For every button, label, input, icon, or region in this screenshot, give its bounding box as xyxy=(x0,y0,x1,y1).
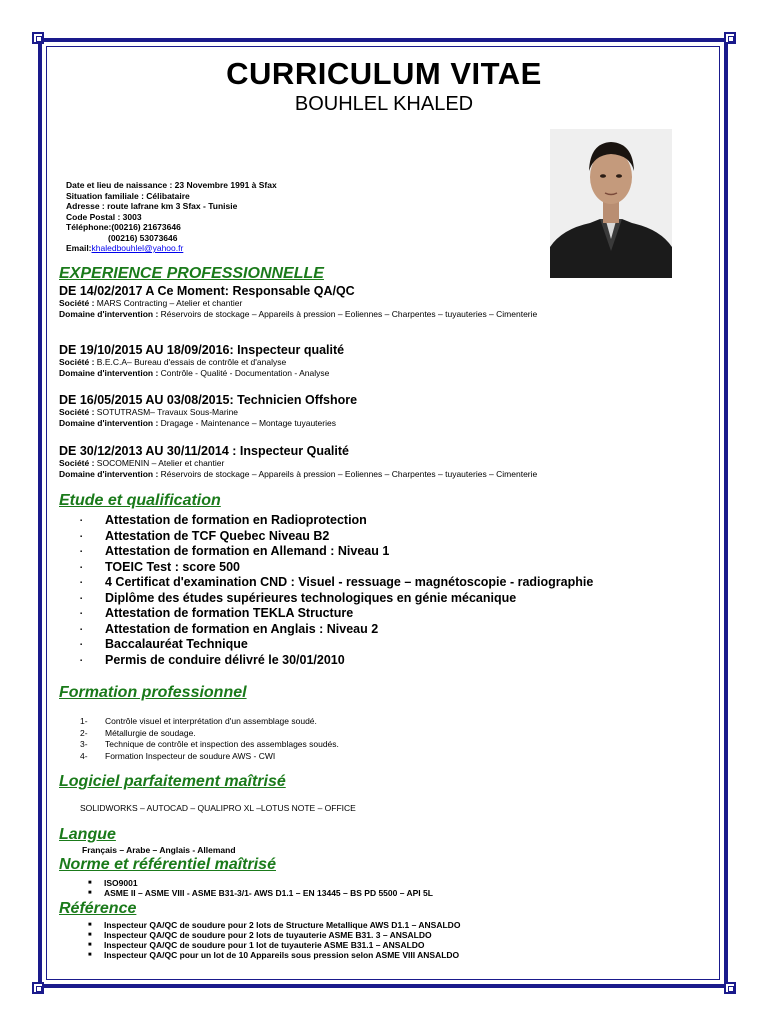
experience-heading: DE 19/10/2015 AU 18/09/2016: Inspecteur qualité xyxy=(59,343,345,357)
list-item xyxy=(80,751,339,763)
experience-company xyxy=(59,357,739,368)
list-item: ■ ISO9001 xyxy=(88,878,433,888)
item-text: Métallurgie de soudage. xyxy=(105,727,196,738)
experience-heading: DE 16/05/2015 AU 03/08/2015: Technicien Offshore xyxy=(59,393,358,407)
list-item: ▪ Permis de conduire délivré le 30/01/2010 xyxy=(80,653,593,669)
section-heading-experience: EXPERIENCE PROFESSIONNELLE xyxy=(59,265,324,282)
email-label: Email: xyxy=(66,243,92,253)
item-number: 2- xyxy=(80,727,88,738)
item-number: 4- xyxy=(80,750,88,761)
experience-company xyxy=(59,298,739,309)
experience-domain xyxy=(59,469,739,480)
list-item: ▪ Attestation de formation en Radioprotection xyxy=(80,513,593,529)
list-item: ▪ Attestation de formation en Anglais : Niveau 2 xyxy=(80,622,593,638)
experience-entry xyxy=(59,284,739,319)
company-value: MARS Contracting – Atelier et chantier xyxy=(96,298,243,308)
experience-company xyxy=(59,407,739,418)
company-label: Société : xyxy=(59,407,97,417)
personal-info xyxy=(66,180,277,254)
item-text: Contrôle visuel et interprétation d'un assemblage soudé. xyxy=(105,716,317,726)
company-label: Société : xyxy=(59,458,97,468)
list-item: ■ ASME II – ASME VIII - ASME B31-3/1- AWS D1.1 – EN 13445 – BS PD 5500 – API 5L xyxy=(88,888,433,898)
references-list xyxy=(88,920,460,960)
domain-value: Réservoirs de stockage – Appareils à pression – Eoliennes – Charpentes – tuyauteries – Cimenterie xyxy=(160,308,538,319)
corner-ornament-top-left xyxy=(32,32,44,44)
experience-domain xyxy=(59,309,739,320)
item-number: 3- xyxy=(80,739,88,749)
corner-ornament-bottom-left xyxy=(32,982,44,994)
experience-entry xyxy=(59,444,739,479)
list-item: ▪ TOEIC Test : score 500 xyxy=(80,560,593,576)
list-item xyxy=(80,728,339,740)
training-list xyxy=(80,716,339,762)
company-value: SOCOMENIN – Atelier et chantier xyxy=(96,458,225,468)
list-item: ■ Inspecteur QA/QC pour un lot de 10 Appareils sous pression selon ASME VIII ANSALDO xyxy=(88,950,460,960)
domain-value: Réservoirs de stockage – Appareils à pression – Eoliennes – Charpentes – tuyauteries – Cimenterie xyxy=(160,468,538,479)
list-item: ▪ Attestation de formation TEKLA Structure xyxy=(80,606,593,622)
experience-entry xyxy=(59,393,739,428)
experience-company xyxy=(59,458,739,469)
standards-list xyxy=(88,878,433,898)
address: Adresse : route lafrane km 3 Sfax - Tunisie xyxy=(66,201,238,211)
section-heading-training: Formation professionnel xyxy=(59,684,247,701)
document-title: CURRICULUM VITAE xyxy=(226,56,542,91)
company-label: Société : xyxy=(59,298,97,308)
experience-heading: DE 14/02/2017 A Ce Moment: Responsable QA/QC xyxy=(59,284,355,298)
experience-heading: DE 30/12/2013 AU 30/11/2014 : Inspecteur Qualité xyxy=(59,444,349,458)
birth-info: Date et lieu de naissance : 23 Novembre 1991 à Sfax xyxy=(66,180,277,190)
marital-status: Situation familiale : Célibataire xyxy=(66,190,190,201)
phone-secondary: (00216) 53073646 xyxy=(108,232,178,243)
domain-label: Domaine d'intervention : xyxy=(59,468,161,479)
experience-domain xyxy=(59,368,739,379)
person-portrait-image xyxy=(550,129,672,278)
section-heading-qualifications: Etude et qualification xyxy=(59,492,221,509)
company-value: B.E.C.A– Bureau d'essais de contrôle et d'analyse xyxy=(96,357,287,367)
languages-list: Français – Arabe – Anglais - Allemand xyxy=(82,845,236,855)
item-number: 1- xyxy=(80,716,88,726)
experience-domain xyxy=(59,418,739,429)
email-row xyxy=(66,243,277,254)
list-item: ▪ Baccalauréat Technique xyxy=(80,637,593,653)
section-heading-languages: Langue xyxy=(59,826,116,843)
item-text: Formation Inspecteur de soudure AWS - CWI xyxy=(105,750,276,761)
list-item: ■ Inspecteur QA/QC de soudure pour 2 lots de Structure Metallique AWS D1.1 – ANSALDO xyxy=(88,920,460,930)
list-item: ■ Inspecteur QA/QC de soudure pour 1 lot de tuyauterie ASME B31.1 – ANSALDO xyxy=(88,940,460,950)
corner-ornament-bottom-right xyxy=(724,982,736,994)
email-link[interactable]: khaledbouhlel@yahoo.fr xyxy=(91,243,184,253)
list-item: ■ Inspecteur QA/QC de soudure pour 2 lots de tuyauterie ASME B31. 3 – ANSALDO xyxy=(88,930,460,940)
profile-photo xyxy=(550,129,672,278)
list-item xyxy=(80,716,339,728)
phone-primary: Téléphone:(00216) 21673646 xyxy=(66,222,181,232)
software-list: SOLIDWORKS – AUTOCAD – QUALIPRO XL –LOTUS NOTE – OFFICE xyxy=(80,803,356,813)
postal-code: Code Postal : 3003 xyxy=(66,211,142,222)
item-text: Technique de contrôle et inspection des assemblages soudés. xyxy=(105,739,339,749)
section-heading-references: Référence xyxy=(59,900,137,917)
section-heading-standards: Norme et référentiel maîtrisé xyxy=(59,856,276,873)
list-item: ▪ 4 Certificat d'examination CND : Visuel - ressuage – magnétoscopie - radiographie xyxy=(80,575,593,591)
domain-value: Contrôle - Qualité - Documentation - Analyse xyxy=(160,367,330,378)
company-value: SOTUTRASM– Travaux Sous-Marine xyxy=(96,407,239,417)
domain-label: Domaine d'intervention : xyxy=(59,417,161,428)
list-item: ▪ Attestation de TCF Quebec Niveau B2 xyxy=(80,529,593,545)
company-label: Société : xyxy=(59,357,97,367)
corner-ornament-top-right xyxy=(724,32,736,44)
candidate-name: BOUHLEL KHALED xyxy=(294,93,474,115)
experience-entry xyxy=(59,343,739,378)
domain-label: Domaine d'intervention : xyxy=(59,367,161,378)
list-item: ▪ Attestation de formation en Allemand : Niveau 1 xyxy=(80,544,593,560)
list-item xyxy=(80,739,339,751)
section-heading-software: Logiciel parfaitement maîtrisé xyxy=(59,773,286,790)
domain-value: Dragage - Maintenance – Montage tuyauteries xyxy=(160,417,336,428)
list-item: ▪ Diplôme des études supérieures technologiques en génie mécanique xyxy=(80,591,593,607)
domain-label: Domaine d'intervention : xyxy=(59,308,161,319)
qualifications-list xyxy=(80,513,593,668)
